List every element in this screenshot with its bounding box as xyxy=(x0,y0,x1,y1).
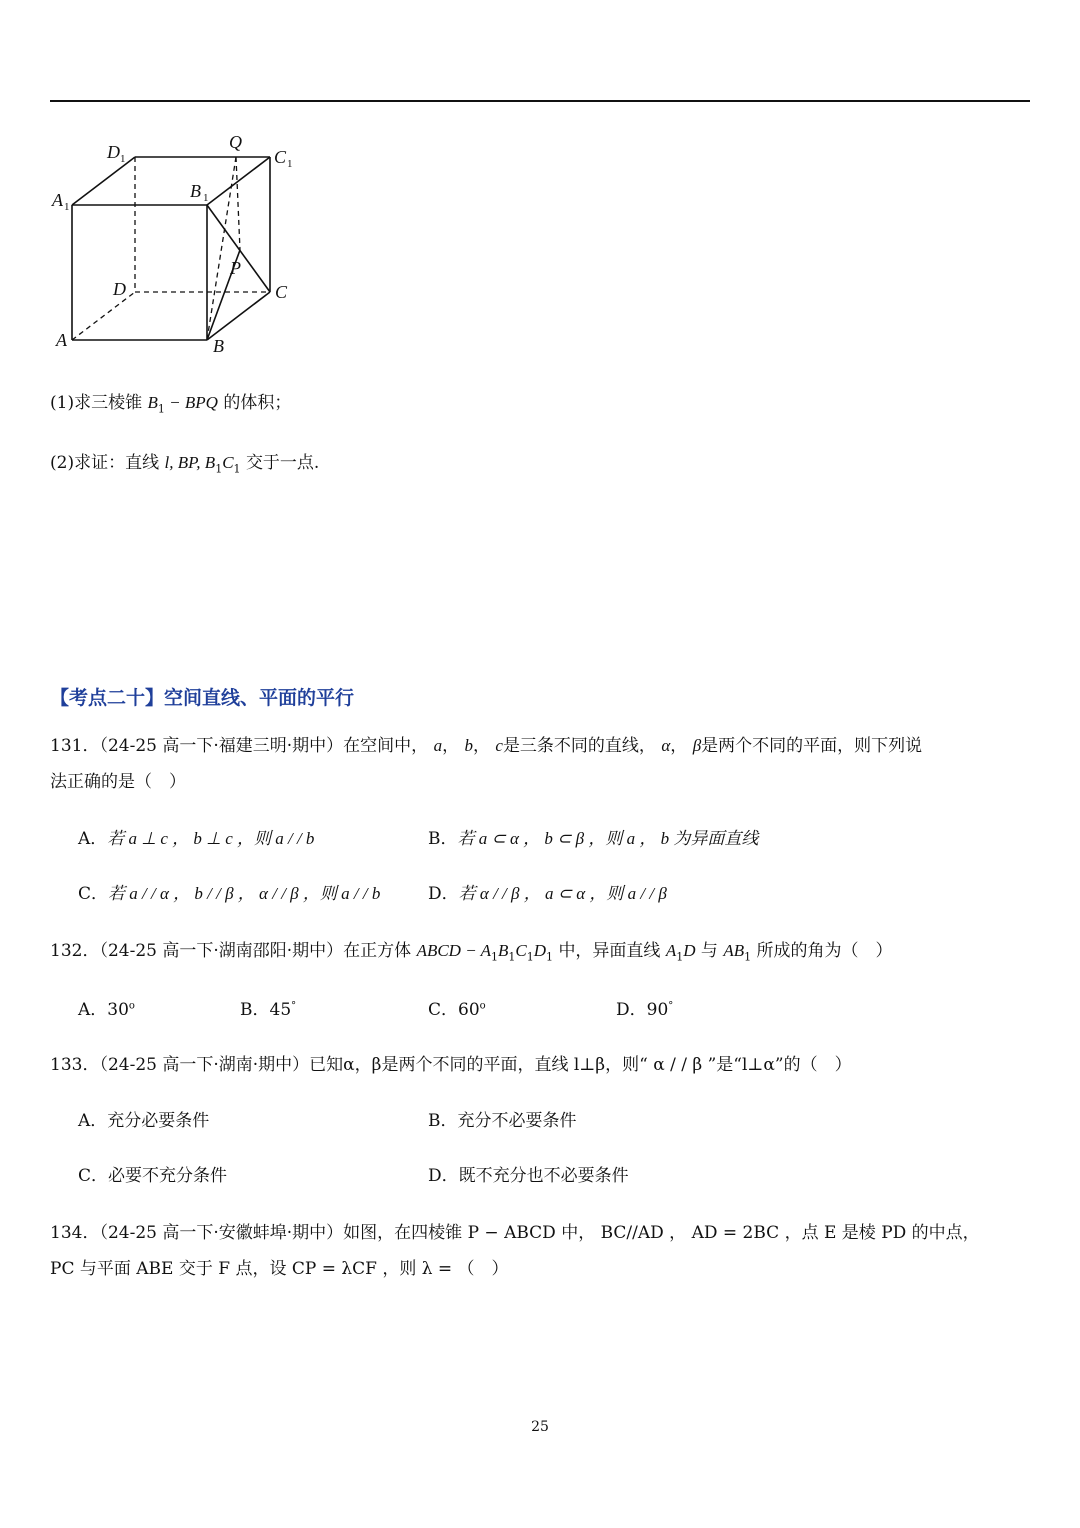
label-C: C xyxy=(275,282,288,302)
prev-q1: (1)求三棱锥 $B_1$ − BPQ 的体积； xyxy=(50,393,292,416)
q132-option-b: B．45° xyxy=(240,1000,297,1020)
edge-A1-D1 xyxy=(72,157,135,205)
label-A1-sub: 1 xyxy=(64,201,70,213)
label-B1: B xyxy=(190,181,201,201)
label-D1-sub: 1 xyxy=(120,153,126,165)
prev-q2: (2)求证：直线 l, BP, $B_1C_1$ 交于一点. xyxy=(50,453,320,476)
label-A1: A xyxy=(52,190,63,210)
edge-B1-C1 xyxy=(207,157,270,205)
section-heading: 【考点二十】空间直线、平面的平行 xyxy=(50,687,355,709)
hidden-Q-P xyxy=(236,157,240,250)
q131-stem-line1: 131．（24-25 高一下·福建三明·期中）在空间中， a， b， c是三条不同的直线， α， β是两个不同的平面，则下列说 xyxy=(50,736,923,756)
q133-option-b: B．充分不必要条件 xyxy=(428,1111,577,1131)
q131-option-b: B．若 a ⊂ α ， b ⊂ β ，则 a ， b 为异面直线 xyxy=(428,829,759,849)
cube-figure xyxy=(40,125,320,360)
q134-stem-line1: 134．（24-25 高一下·安徽蚌埠·期中）如图，在四棱锥 P − ABCD 中， BC//AD ， AD = 2BC ，点 E 是棱 PD 的中点， xyxy=(50,1223,980,1243)
hidden-A-D xyxy=(72,292,135,340)
label-C1: C xyxy=(274,147,287,167)
label-D1: D xyxy=(107,142,120,162)
label-B: B xyxy=(213,336,224,356)
q132-option-c: C．60$^o$ xyxy=(428,1000,486,1020)
page-number: 25 xyxy=(531,1419,549,1435)
label-C1-sub: 1 xyxy=(287,158,293,170)
line-B1-C xyxy=(207,205,270,292)
label-P: P xyxy=(230,258,241,278)
q133-option-c: C．必要不充分条件 xyxy=(78,1166,228,1186)
q131-option-d: D．若 α / / β ， a ⊂ α ，则 a / / β xyxy=(428,884,667,904)
q133-stem: 133．（24-25 高一下·湖南·期中）已知α，β是两个不同的平面，直线 l⊥β，则“ α / / β ”是“l⊥α”的（ ） xyxy=(50,1055,852,1075)
q133-option-a: A．充分必要条件 xyxy=(78,1111,210,1131)
header-rule xyxy=(50,100,1030,102)
q132-option-a: A．30$^o$ xyxy=(78,1000,135,1020)
q131-stem-line2: 法正确的是（ ） xyxy=(50,772,186,792)
q131-option-a: A．若 a ⊥ c ， b ⊥ c ，则 a / / b xyxy=(78,829,315,849)
hidden-Q-B xyxy=(207,157,236,340)
label-D: D xyxy=(113,279,126,299)
q132-option-d: D．90° xyxy=(616,1000,674,1020)
q133-option-d: D．既不充分也不必要条件 xyxy=(428,1166,629,1186)
label-A: A xyxy=(56,330,67,350)
q134-stem-line2: PC 与平面 ABE 交于 F 点，设 CP = λCF ，则 λ = （ ） xyxy=(50,1259,509,1279)
q131-option-c: C．若 a / / α ， b / / β ， α / / β ，则 a / / b xyxy=(78,884,381,904)
q132-stem: 132．（24-25 高一下·湖南邵阳·期中）在正方体 ABCD − $A_1B_1C_1D_1$ 中，异面直线 $A_1D$ 与 $AB_1$ 所成的角为（ ） xyxy=(50,941,893,964)
label-Q: Q xyxy=(229,132,242,152)
label-B1-sub: 1 xyxy=(203,192,209,204)
